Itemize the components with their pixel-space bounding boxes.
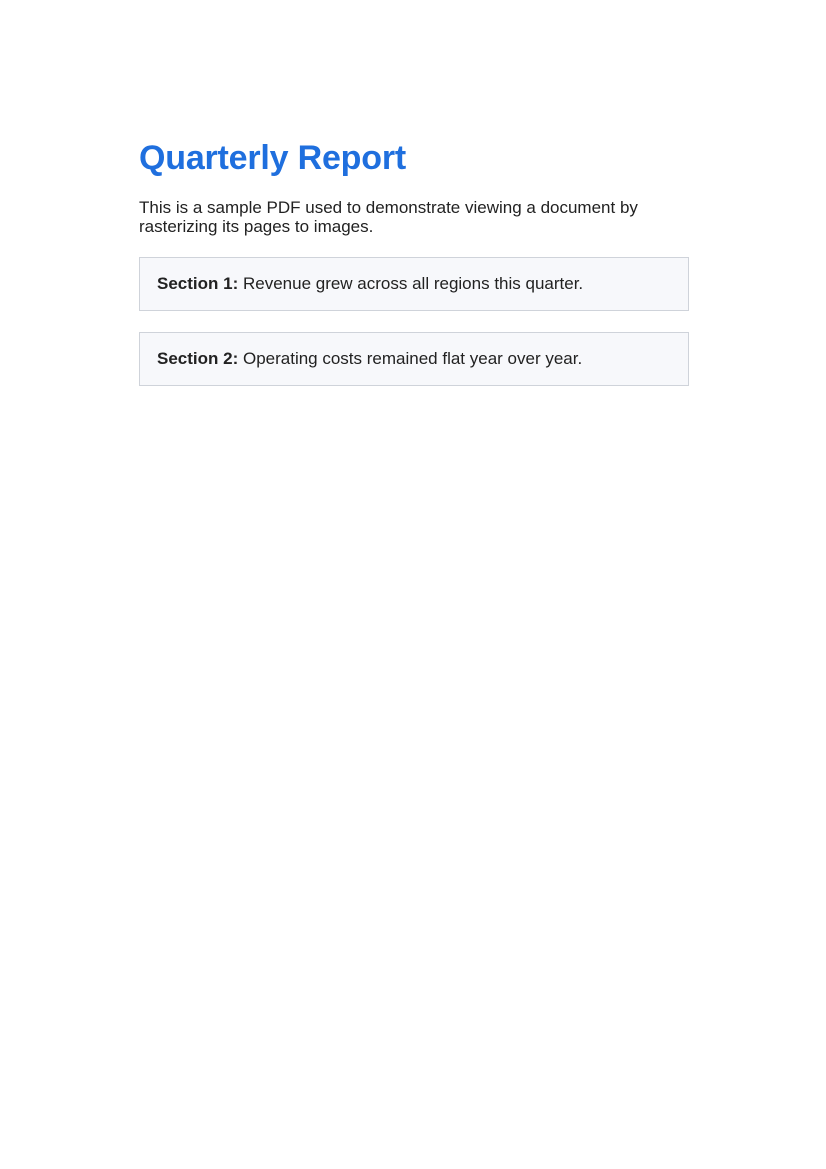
section-label: Section 2:	[157, 349, 243, 368]
section-label: Section 1:	[157, 274, 243, 293]
section-box-1	[139, 257, 689, 311]
section-text: Operating costs remained flat year over year.	[242, 349, 583, 368]
page-title: Quarterly Report	[139, 139, 406, 177]
intro-paragraph: This is a sample PDF used to demonstrate viewing a document by rasterizing its pages to images.	[139, 198, 638, 236]
section-box-2	[139, 332, 689, 386]
section-text: Revenue grew across all regions this quarter.	[242, 274, 584, 293]
